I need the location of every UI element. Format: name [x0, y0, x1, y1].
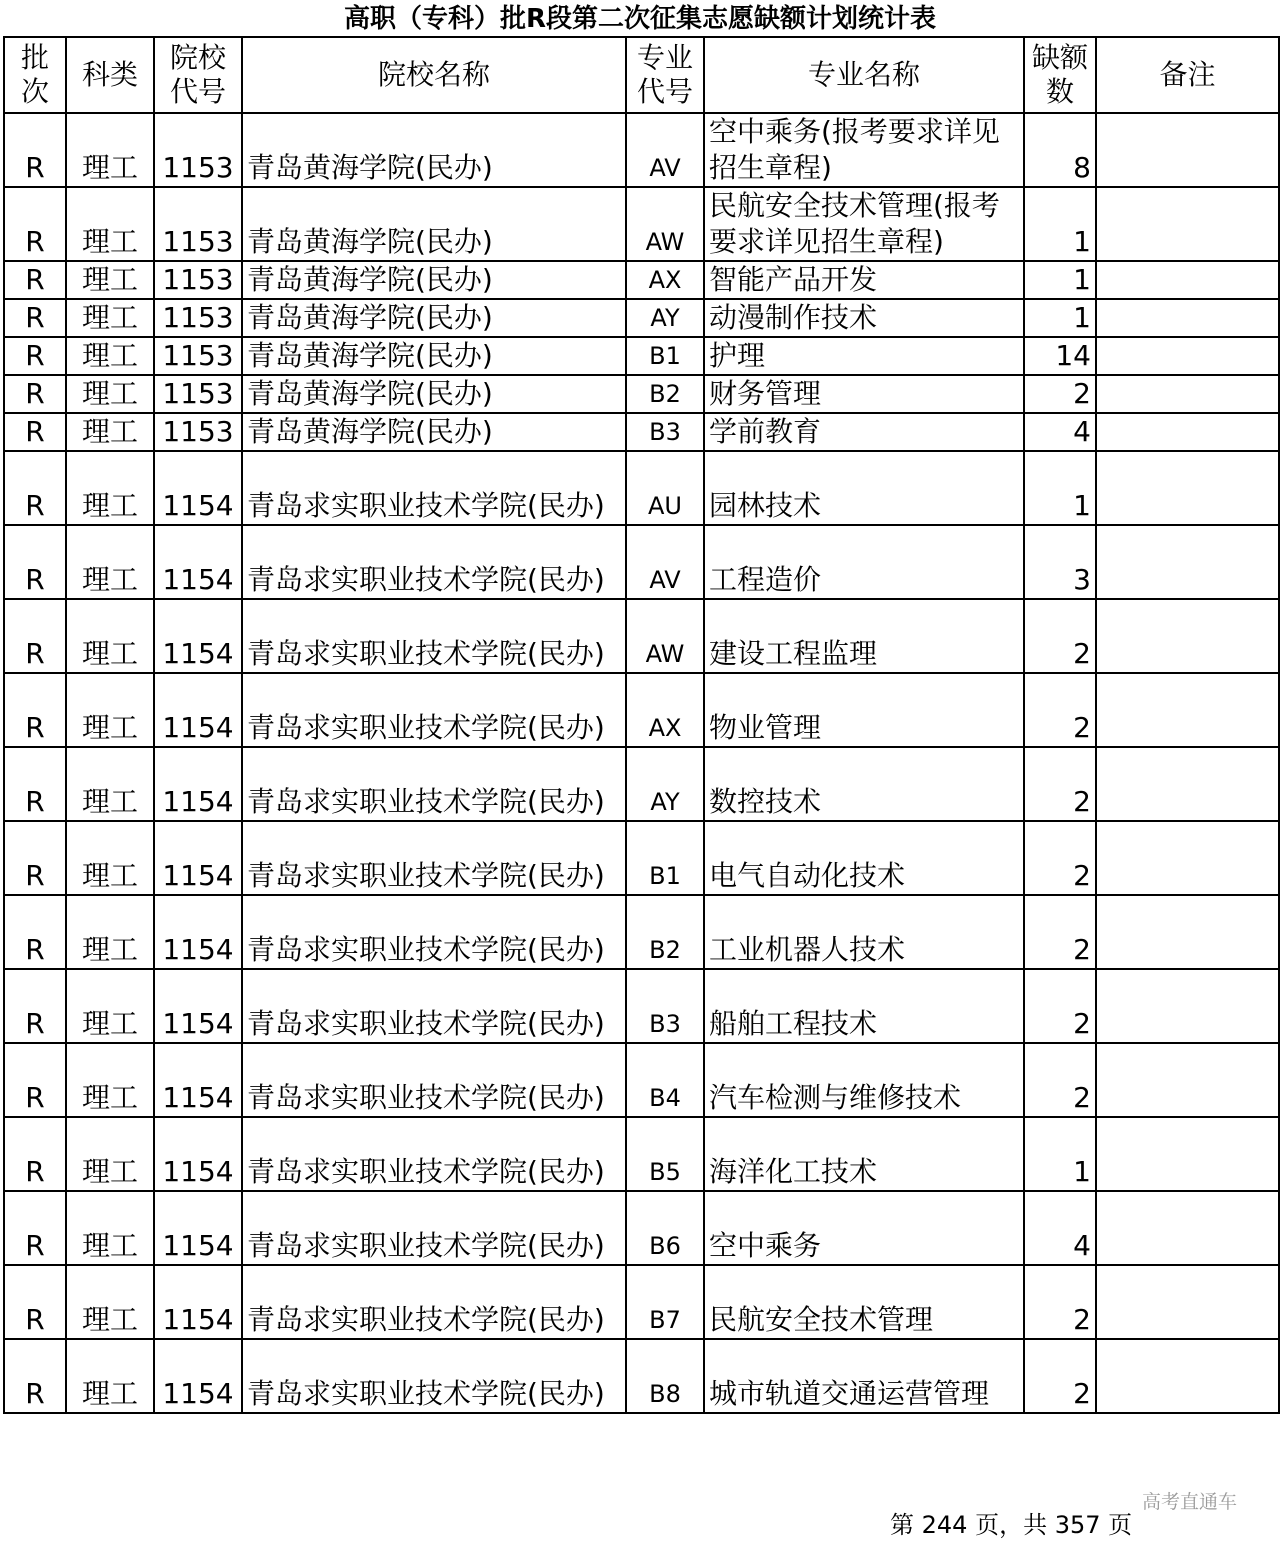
cell-note — [1096, 673, 1279, 747]
table-row — [4, 1191, 1279, 1265]
cell-vacancies: 14 — [1024, 337, 1096, 375]
cell-school-code: 1154 — [154, 969, 242, 1043]
cell-school-code: 1153 — [154, 261, 242, 299]
cell-major-name: 民航安全技术管理 — [704, 1265, 1024, 1339]
cell-batch: R — [4, 113, 66, 187]
cell-note — [1096, 747, 1279, 821]
cell-school-name: 青岛求实职业技术学院(民办) — [242, 451, 626, 525]
cell-batch: R — [4, 337, 66, 375]
cell-school-name: 青岛求实职业技术学院(民办) — [242, 1191, 626, 1265]
cell-note — [1096, 299, 1279, 337]
cell-school-name: 青岛求实职业技术学院(民办) — [242, 1339, 626, 1413]
header-school-name: 院校名称 — [242, 37, 626, 113]
cell-school-name: 青岛求实职业技术学院(民办) — [242, 747, 626, 821]
cell-school-code: 1153 — [154, 337, 242, 375]
cell-batch: R — [4, 261, 66, 299]
cell-major-name: 物业管理 — [704, 673, 1024, 747]
cell-major-name: 数控技术 — [704, 747, 1024, 821]
cell-vacancies: 2 — [1024, 747, 1096, 821]
cell-batch: R — [4, 1117, 66, 1191]
cell-major-code: B6 — [626, 1191, 704, 1265]
cell-batch: R — [4, 187, 66, 261]
cell-note — [1096, 113, 1279, 187]
cell-vacancies: 1 — [1024, 299, 1096, 337]
table-row — [4, 375, 1279, 413]
cell-school-code: 1154 — [154, 1339, 242, 1413]
cell-major-name: 建设工程监理 — [704, 599, 1024, 673]
cell-school-name: 青岛求实职业技术学院(民办) — [242, 1117, 626, 1191]
cell-major-name: 电气自动化技术 — [704, 821, 1024, 895]
cell-category: 理工 — [66, 1043, 154, 1117]
cell-major-code: AX — [626, 261, 704, 299]
cell-vacancies: 2 — [1024, 1265, 1096, 1339]
cell-major-code: B7 — [626, 1265, 704, 1339]
cell-vacancies: 8 — [1024, 113, 1096, 187]
cell-school-name: 青岛求实职业技术学院(民办) — [242, 599, 626, 673]
table-body — [4, 113, 1279, 1413]
cell-school-name: 青岛黄海学院(民办) — [242, 413, 626, 451]
cell-category: 理工 — [66, 747, 154, 821]
cell-category: 理工 — [66, 261, 154, 299]
cell-vacancies: 2 — [1024, 599, 1096, 673]
cell-note — [1096, 337, 1279, 375]
table-row — [4, 113, 1279, 187]
table-row — [4, 1117, 1279, 1191]
cell-note — [1096, 1043, 1279, 1117]
cell-major-name: 财务管理 — [704, 375, 1024, 413]
cell-note — [1096, 895, 1279, 969]
cell-batch: R — [4, 747, 66, 821]
cell-school-code: 1153 — [154, 413, 242, 451]
cell-school-name: 青岛求实职业技术学院(民办) — [242, 525, 626, 599]
cell-batch: R — [4, 1265, 66, 1339]
cell-category: 理工 — [66, 969, 154, 1043]
cell-category: 理工 — [66, 1117, 154, 1191]
cell-major-code: B8 — [626, 1339, 704, 1413]
cell-vacancies: 2 — [1024, 821, 1096, 895]
cell-vacancies: 1 — [1024, 187, 1096, 261]
cell-category: 理工 — [66, 113, 154, 187]
cell-school-code: 1153 — [154, 113, 242, 187]
cell-major-name: 空中乘务(报考要求详见招生章程) — [704, 113, 1024, 187]
cell-school-name: 青岛黄海学院(民办) — [242, 113, 626, 187]
cell-vacancies: 1 — [1024, 261, 1096, 299]
cell-major-name: 城市轨道交通运营管理 — [704, 1339, 1024, 1413]
header-major-code: 专业代号 — [626, 37, 704, 113]
cell-major-code: B3 — [626, 413, 704, 451]
cell-major-code: AV — [626, 113, 704, 187]
cell-category: 理工 — [66, 187, 154, 261]
cell-school-code: 1154 — [154, 451, 242, 525]
cell-vacancies: 1 — [1024, 451, 1096, 525]
page-number: 第 244 页，共 357 页 — [890, 1511, 1133, 1539]
cell-major-name: 工业机器人技术 — [704, 895, 1024, 969]
cell-batch: R — [4, 375, 66, 413]
cell-note — [1096, 187, 1279, 261]
header-batch: 批次 — [4, 37, 66, 113]
cell-major-code: B2 — [626, 895, 704, 969]
vacancy-table — [3, 36, 1280, 1414]
cell-school-code: 1154 — [154, 1117, 242, 1191]
cell-school-name: 青岛黄海学院(民办) — [242, 261, 626, 299]
header-major-name: 专业名称 — [704, 37, 1024, 113]
cell-category: 理工 — [66, 1339, 154, 1413]
cell-note — [1096, 451, 1279, 525]
table-header-row — [4, 37, 1279, 113]
cell-school-name: 青岛求实职业技术学院(民办) — [242, 821, 626, 895]
cell-batch: R — [4, 1043, 66, 1117]
cell-vacancies: 3 — [1024, 525, 1096, 599]
cell-vacancies: 2 — [1024, 375, 1096, 413]
cell-school-name: 青岛求实职业技术学院(民办) — [242, 895, 626, 969]
table-row — [4, 413, 1279, 451]
header-note: 备注 — [1096, 37, 1279, 113]
header-category: 科类 — [66, 37, 154, 113]
cell-category: 理工 — [66, 1265, 154, 1339]
cell-batch: R — [4, 1191, 66, 1265]
header-school-code: 院校代号 — [154, 37, 242, 113]
cell-category: 理工 — [66, 413, 154, 451]
table-row — [4, 673, 1279, 747]
cell-vacancies: 2 — [1024, 1339, 1096, 1413]
cell-batch: R — [4, 525, 66, 599]
cell-vacancies: 2 — [1024, 969, 1096, 1043]
cell-batch: R — [4, 673, 66, 747]
cell-major-name: 民航安全技术管理(报考要求详见招生章程) — [704, 187, 1024, 261]
cell-major-code: B1 — [626, 821, 704, 895]
cell-major-name: 动漫制作技术 — [704, 299, 1024, 337]
cell-note — [1096, 413, 1279, 451]
cell-note — [1096, 599, 1279, 673]
table-row — [4, 525, 1279, 599]
cell-major-code: AY — [626, 299, 704, 337]
cell-vacancies: 4 — [1024, 413, 1096, 451]
cell-major-name: 工程造价 — [704, 525, 1024, 599]
cell-note — [1096, 261, 1279, 299]
cell-school-code: 1154 — [154, 525, 242, 599]
cell-major-code: B2 — [626, 375, 704, 413]
cell-major-code: AV — [626, 525, 704, 599]
cell-category: 理工 — [66, 337, 154, 375]
cell-school-code: 1154 — [154, 895, 242, 969]
cell-note — [1096, 375, 1279, 413]
cell-note — [1096, 1339, 1279, 1413]
watermark: 高考直通车 — [1142, 1491, 1238, 1513]
cell-school-code: 1154 — [154, 1265, 242, 1339]
cell-school-code: 1154 — [154, 1191, 242, 1265]
cell-major-code: B4 — [626, 1043, 704, 1117]
cell-school-name: 青岛求实职业技术学院(民办) — [242, 1265, 626, 1339]
cell-major-name: 园林技术 — [704, 451, 1024, 525]
cell-major-name: 汽车检测与维修技术 — [704, 1043, 1024, 1117]
table-row — [4, 261, 1279, 299]
cell-batch: R — [4, 969, 66, 1043]
cell-school-code: 1154 — [154, 599, 242, 673]
cell-major-name: 船舶工程技术 — [704, 969, 1024, 1043]
cell-school-name: 青岛求实职业技术学院(民办) — [242, 1043, 626, 1117]
cell-note — [1096, 969, 1279, 1043]
cell-major-code: AW — [626, 187, 704, 261]
cell-batch: R — [4, 821, 66, 895]
table-row — [4, 1043, 1279, 1117]
cell-school-code: 1154 — [154, 821, 242, 895]
table-row — [4, 821, 1279, 895]
cell-school-code: 1154 — [154, 747, 242, 821]
cell-school-code: 1154 — [154, 673, 242, 747]
cell-school-name: 青岛求实职业技术学院(民办) — [242, 969, 626, 1043]
cell-major-name: 学前教育 — [704, 413, 1024, 451]
cell-batch: R — [4, 599, 66, 673]
cell-batch: R — [4, 451, 66, 525]
cell-major-name: 护理 — [704, 337, 1024, 375]
cell-school-name: 青岛黄海学院(民办) — [242, 337, 626, 375]
cell-school-name: 青岛求实职业技术学院(民办) — [242, 673, 626, 747]
cell-school-code: 1154 — [154, 1043, 242, 1117]
cell-category: 理工 — [66, 451, 154, 525]
cell-school-name: 青岛黄海学院(民办) — [242, 375, 626, 413]
table-row — [4, 969, 1279, 1043]
cell-major-code: B3 — [626, 969, 704, 1043]
cell-school-code: 1153 — [154, 187, 242, 261]
cell-vacancies: 2 — [1024, 1043, 1096, 1117]
cell-school-name: 青岛黄海学院(民办) — [242, 187, 626, 261]
cell-major-code: B1 — [626, 337, 704, 375]
table-row — [4, 299, 1279, 337]
cell-batch: R — [4, 413, 66, 451]
table-row — [4, 1339, 1279, 1413]
cell-batch: R — [4, 895, 66, 969]
cell-batch: R — [4, 299, 66, 337]
cell-major-name: 智能产品开发 — [704, 261, 1024, 299]
cell-category: 理工 — [66, 599, 154, 673]
cell-vacancies: 1 — [1024, 1117, 1096, 1191]
table-row — [4, 187, 1279, 261]
cell-note — [1096, 1117, 1279, 1191]
header-vacancies: 缺额数 — [1024, 37, 1096, 113]
cell-batch: R — [4, 1339, 66, 1413]
table-row — [4, 599, 1279, 673]
cell-note — [1096, 821, 1279, 895]
cell-vacancies: 2 — [1024, 673, 1096, 747]
cell-note — [1096, 1191, 1279, 1265]
cell-category: 理工 — [66, 821, 154, 895]
cell-category: 理工 — [66, 299, 154, 337]
cell-category: 理工 — [66, 375, 154, 413]
table-row — [4, 747, 1279, 821]
cell-category: 理工 — [66, 525, 154, 599]
cell-school-code: 1153 — [154, 375, 242, 413]
cell-major-code: B5 — [626, 1117, 704, 1191]
cell-school-code: 1153 — [154, 299, 242, 337]
cell-category: 理工 — [66, 673, 154, 747]
cell-major-code: AX — [626, 673, 704, 747]
cell-note — [1096, 1265, 1279, 1339]
table-row — [4, 1265, 1279, 1339]
page-title: 高职（专科）批R段第二次征集志愿缺额计划统计表 — [343, 4, 937, 34]
table-row — [4, 895, 1279, 969]
cell-major-code: AW — [626, 599, 704, 673]
cell-category: 理工 — [66, 1191, 154, 1265]
table-row — [4, 337, 1279, 375]
cell-major-code: AU — [626, 451, 704, 525]
cell-vacancies: 4 — [1024, 1191, 1096, 1265]
cell-category: 理工 — [66, 895, 154, 969]
cell-major-name: 空中乘务 — [704, 1191, 1024, 1265]
table-row — [4, 451, 1279, 525]
cell-major-code: AY — [626, 747, 704, 821]
cell-vacancies: 2 — [1024, 895, 1096, 969]
cell-note — [1096, 525, 1279, 599]
cell-major-name: 海洋化工技术 — [704, 1117, 1024, 1191]
cell-school-name: 青岛黄海学院(民办) — [242, 299, 626, 337]
